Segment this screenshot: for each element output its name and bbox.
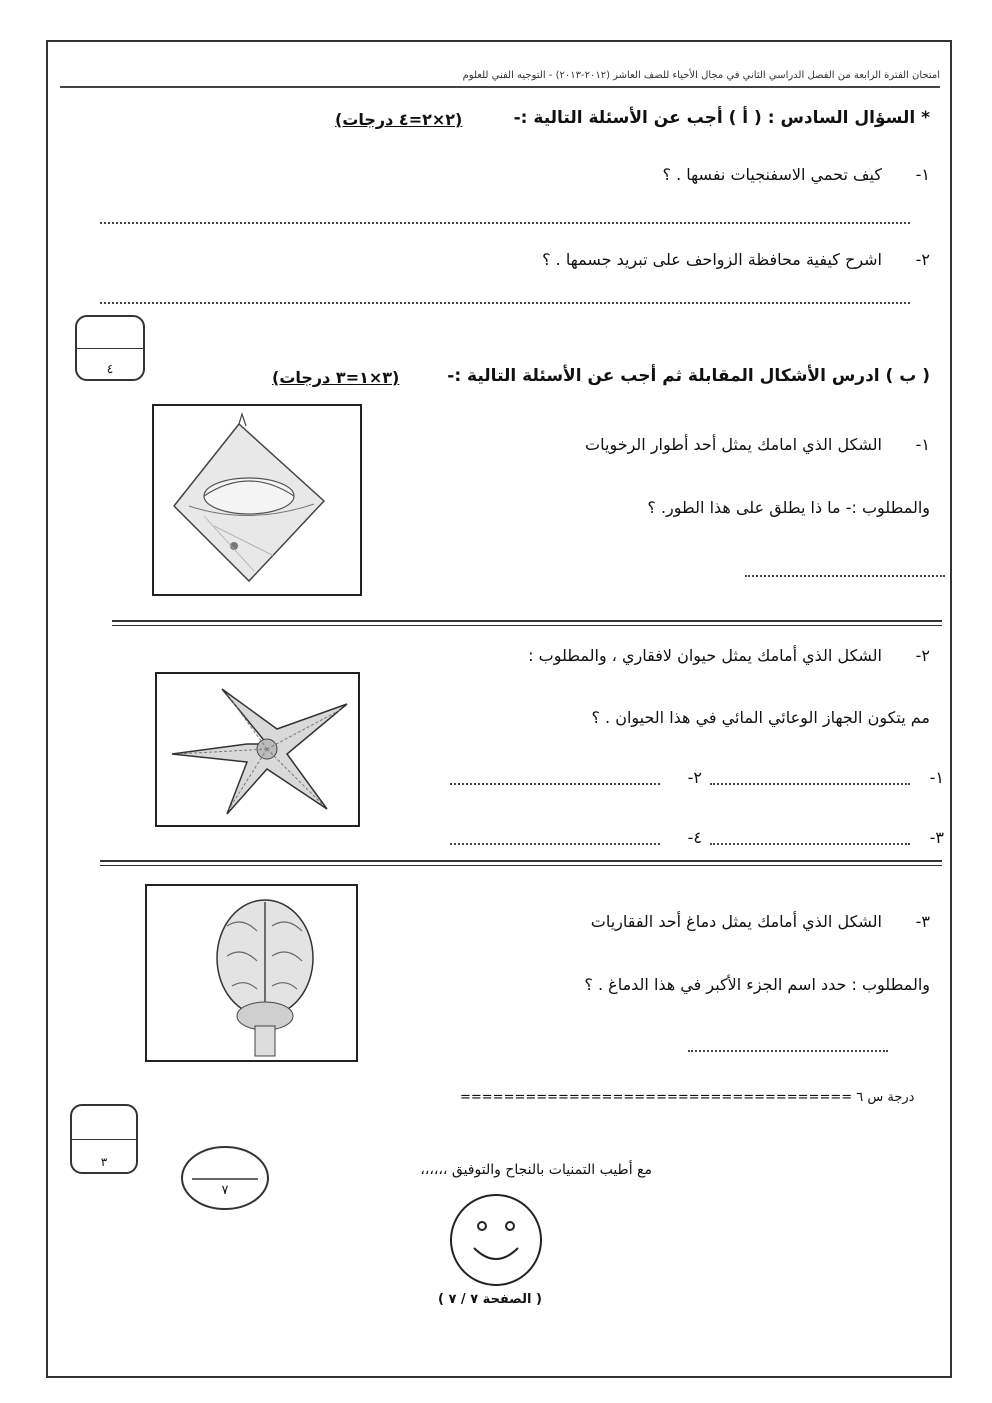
wishes-text: مع أطيب التمنيات بالنجاح والتوفيق ،،،،،،	[420, 1162, 652, 1178]
b2-answer-2-label: ٢-	[687, 768, 702, 787]
answer-line[interactable]	[745, 575, 945, 577]
score-box-part-b	[70, 1104, 138, 1174]
b3-required: والمطلوب : حدد اسم الجزء الأكبر في هذا الدماغ . ؟	[584, 975, 930, 994]
exam-header: امتحان الفترة الرابعة من الفصل الدراسي الثاني في مجال الأحياء للصف العاشر (٢٠١٢-٢٠١٣) - التوجيه الفني للعلوم	[462, 70, 940, 81]
question6-title: * السؤال السادس : ( أ ) أجب عن الأسئلة التالية :-	[513, 108, 930, 128]
question6-marks: (٢×٢=٤ درجات)	[335, 110, 463, 129]
answer-line[interactable]	[710, 843, 910, 845]
q6a-item-1-text: كيف تحمي الاسفنجيات نفسها . ؟	[662, 165, 882, 184]
answer-line[interactable]	[450, 843, 660, 845]
brain-image	[145, 884, 358, 1062]
answer-line[interactable]	[100, 302, 910, 304]
total-score: ٧	[221, 1183, 229, 1198]
section-divider	[100, 860, 942, 866]
b2-answer-1-label: ١-	[929, 768, 944, 787]
b1-text: الشكل الذي امامك يمثل أحد أطوار الرخويات	[585, 435, 882, 454]
score-box-part-a	[75, 315, 145, 381]
b1-number: ١-	[915, 435, 930, 454]
b3-text: الشكل الذي أمامك يمثل دماغ أحد الفقاريات	[590, 912, 882, 931]
b2-answer-3-label: ٣-	[929, 828, 944, 847]
b2-required: مم يتكون الجهاز الوعائي المائي في هذا الحيوان . ؟	[591, 708, 930, 727]
b1-required: والمطلوب :- ما ذا يطلق على هذا الطور. ؟	[647, 498, 930, 517]
partB-marks: (٣×١=٣ درجات)	[272, 368, 400, 387]
starfish-image	[155, 672, 360, 827]
mollusk-larva-image	[152, 404, 362, 596]
b2-answer-4-label: ٤-	[687, 828, 702, 847]
answer-line[interactable]	[450, 783, 660, 785]
score-part-b: ٣	[100, 1155, 108, 1169]
q6a-item-1-number: ١-	[915, 165, 930, 184]
answer-line[interactable]	[100, 222, 910, 224]
header-divider	[60, 86, 940, 88]
partB-title: ( ب ) ادرس الأشكال المقابلة ثم أجب عن الأسئلة التالية :-	[447, 366, 930, 386]
question6-score-line: درجة س ٦ ====================================	[460, 1090, 915, 1105]
answer-line[interactable]	[710, 783, 910, 785]
b3-number: ٣-	[915, 912, 930, 931]
b2-number: ٢-	[915, 646, 930, 665]
answer-line[interactable]	[688, 1050, 888, 1052]
q6a-item-2-text: اشرح كيفية محافظة الزواحف على تبريد جسمها . ؟	[542, 250, 882, 269]
section-divider	[112, 620, 942, 626]
score-part-a: ٤	[106, 362, 114, 376]
page-number: ( الصفحة ٧ / ٧ )	[438, 1292, 542, 1307]
smiley-face-icon	[448, 1192, 544, 1288]
total-score-oval	[180, 1145, 270, 1211]
q6a-item-2-number: ٢-	[915, 250, 930, 269]
b2-text: الشكل الذي أمامك يمثل حيوان لافقاري ، والمطلوب :	[528, 646, 882, 665]
